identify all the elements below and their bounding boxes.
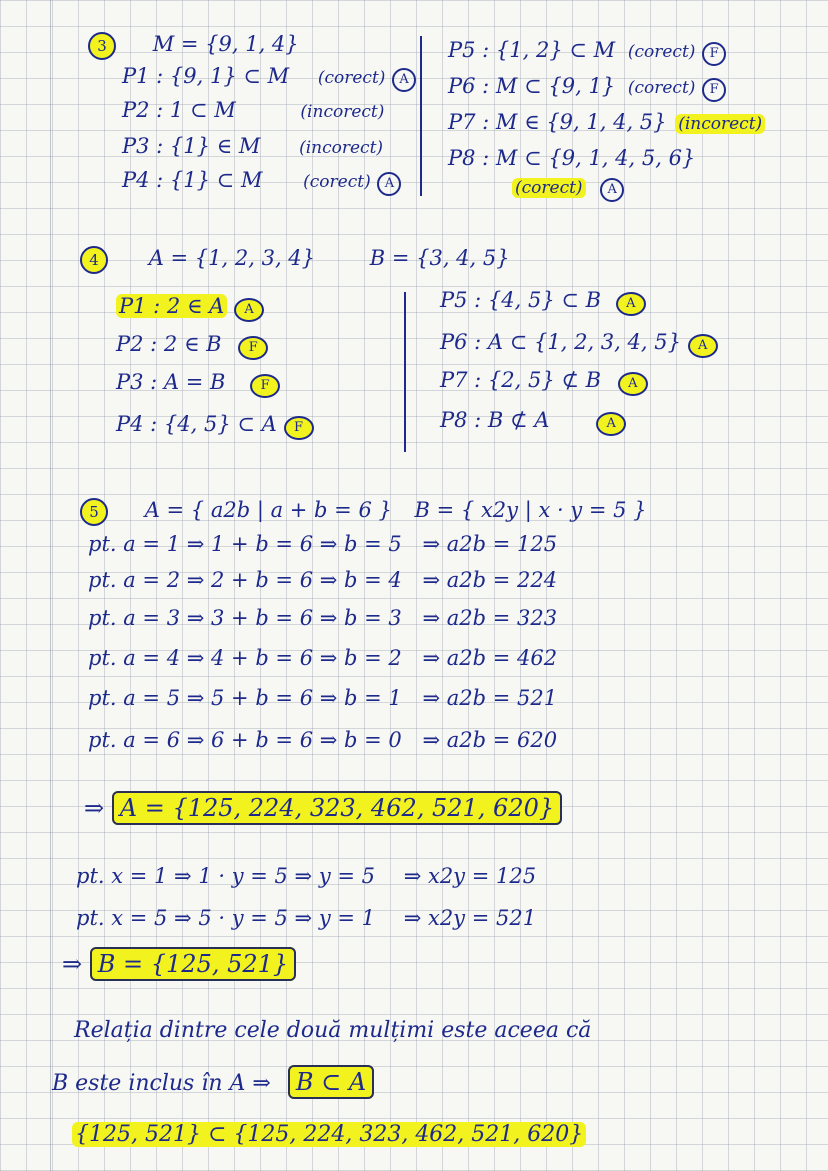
ex3-p5: [448, 40, 726, 66]
ex5-a-row-2-result: ⇒ a2b = 224: [422, 568, 558, 592]
ex5-a-result-line: [84, 796, 562, 820]
ex5-header-a: A = { a2b | a + b = 6 }: [144, 498, 392, 522]
ex3-p3-verdict: (incorect): [299, 138, 384, 158]
ex5-a-row-1: [88, 534, 557, 555]
ex5-b-result-line: [62, 952, 296, 976]
ex5-a-row-3-case: pt. a = 3 ⇒ 3 + b = 6 ⇒ b = 3: [88, 606, 402, 630]
ex4-p3-label: P3 : A = B: [116, 370, 226, 394]
ex3-p3: [122, 136, 383, 157]
ex4-p8-mark: A: [596, 412, 626, 436]
ex3-p4-mark: A: [377, 172, 401, 196]
ex5-header: [80, 498, 647, 526]
ex4-set-a: A = {1, 2, 3, 4}: [148, 246, 316, 270]
ex4-p4-label: P4 : {4, 5} ⊂ A: [116, 412, 277, 436]
ex4-header: [80, 246, 510, 274]
ex4-p8: [440, 410, 626, 436]
implies-arrow: ⇒: [62, 950, 83, 978]
ex3-p2-verdict: (incorect): [300, 102, 385, 122]
ex4-p7-mark: A: [618, 372, 648, 396]
ex4-p5-label: P5 : {4, 5} ⊂ B: [440, 288, 602, 312]
ex3-set-def: M = {9, 1, 4}: [152, 32, 299, 56]
ex4-p6: [440, 332, 718, 358]
ex3-p8-mark: A: [600, 178, 624, 202]
ex3-p1-mark: A: [392, 68, 416, 92]
ex4-p4: [116, 414, 314, 440]
ex4-divider: [404, 292, 406, 452]
ex4-set-b: B = {3, 4, 5}: [369, 246, 510, 270]
ex4-p8-label: P8 : B ⊄ A: [440, 408, 550, 432]
ex5-a-row-4-result: ⇒ a2b = 462: [422, 646, 558, 670]
ex5-a-row-5-case: pt. a = 5 ⇒ 5 + b = 6 ⇒ b = 1: [88, 686, 402, 710]
ex3-p2: [122, 100, 384, 121]
ex5-a-row-4: [88, 648, 557, 669]
ex3-p7-verdict: (incorect): [675, 114, 765, 134]
ex5-b-result: B = {125, 521}: [90, 947, 296, 981]
ex5-a-row-4-case: pt. a = 4 ⇒ 4 + b = 6 ⇒ b = 2: [88, 646, 402, 670]
ex4-p3-mark: F: [250, 374, 280, 398]
ex3-p6-verdict: (corect): [627, 78, 696, 98]
ex5-relation-result: B ⊂ A: [288, 1065, 374, 1099]
ex3-p5-mark: F: [702, 42, 726, 66]
ex4-p7-label: P7 : {2, 5} ⊄ B: [440, 368, 602, 392]
ex5-b-row-2-result: ⇒ x2y = 521: [403, 906, 537, 930]
ex5-final-inclusion: {125, 521} ⊂ {125, 224, 323, 462, 521, 620}: [72, 1122, 586, 1147]
ex4-p1-mark: A: [234, 298, 264, 322]
ex3-p3-label: P3 : {1} ∈ M: [122, 134, 261, 158]
ex3-p5-label: P5 : {1, 2} ⊂ M: [448, 38, 616, 62]
ex5-relation-text-2: B este inclus în A ⇒: [52, 1071, 271, 1096]
ex5-a-row-1-case: pt. a = 1 ⇒ 1 + b = 6 ⇒ b = 5: [88, 532, 402, 556]
ex5-header-b: B = { x2y | x · y = 5 }: [414, 498, 647, 522]
ex3-p8-verdict: (corect): [512, 178, 586, 198]
ex4-p6-mark: A: [688, 334, 718, 358]
ex3-p1-label: P1 : {9, 1} ⊂ M: [122, 64, 290, 88]
ex5-a-result: A = {125, 224, 323, 462, 521, 620}: [112, 791, 562, 825]
ex4-p3: [116, 372, 280, 398]
ex5-b-row-1: [76, 866, 536, 887]
ex3-p8-result: [512, 176, 624, 202]
ex3-p2-label: P2 : 1 ⊂ M: [122, 98, 236, 122]
ex5-b-row-2-case: pt. x = 5 ⇒ 5 · y = 5 ⇒ y = 1: [76, 906, 376, 930]
ex3-p8-label: P8 : M ⊂ {9, 1, 4, 5, 6}: [448, 146, 696, 170]
ex5-a-row-6-case: pt. a = 6 ⇒ 6 + b = 6 ⇒ b = 0: [88, 728, 402, 752]
ex3-number-badge: 3: [88, 32, 116, 60]
ex4-p6-label: P6 : A ⊂ {1, 2, 3, 4, 5}: [440, 330, 681, 354]
ex5-b-row-2: [76, 908, 536, 929]
ex5-a-row-5: [88, 688, 557, 709]
ex3-header: [88, 32, 299, 60]
ex3-p4-label: P4 : {1} ⊂ M: [122, 168, 263, 192]
ex4-p7: [440, 370, 648, 396]
ex4-p2-label: P2 : 2 ∈ B: [116, 332, 222, 356]
ex5-a-row-2: [88, 570, 557, 591]
ex4-p4-mark: F: [284, 416, 314, 440]
ex4-p5: [440, 290, 646, 316]
ex5-a-row-2-case: pt. a = 2 ⇒ 2 + b = 6 ⇒ b = 4: [88, 568, 402, 592]
margin-line: [50, 0, 51, 1171]
ex3-p7: [448, 112, 765, 133]
ex3-p5-verdict: (corect): [627, 42, 696, 62]
ex4-p1-label: P1 : 2 ∈ A: [116, 294, 227, 318]
ex3-p6-label: P6 : M ⊂ {9, 1}: [448, 74, 616, 98]
ex4-p2: [116, 334, 268, 360]
ex5-a-row-1-result: ⇒ a2b = 125: [422, 532, 558, 556]
ex5-a-row-6-result: ⇒ a2b = 620: [422, 728, 558, 752]
ex5-relation-text-1: Relația dintre cele două mulțimi este aceea că: [74, 1018, 592, 1043]
ex3-p4-verdict: (corect): [303, 172, 371, 192]
ex5-b-row-1-result: ⇒ x2y = 125: [403, 864, 537, 888]
ex3-p1: [122, 66, 416, 92]
ex3-p6-mark: F: [702, 78, 726, 102]
ex5-a-row-3-result: ⇒ a2b = 323: [422, 606, 558, 630]
ex3-p1-verdict: (corect): [317, 68, 386, 88]
ex4-p2-mark: F: [238, 336, 268, 360]
ex4-p1: [116, 296, 264, 322]
ex5-a-row-3: [88, 608, 557, 629]
ex5-final-line: [72, 1124, 586, 1146]
ex3-p8: [448, 148, 695, 169]
ex5-a-row-6: [88, 730, 557, 751]
implies-arrow: ⇒: [84, 794, 105, 822]
ex3-p4: [122, 170, 401, 196]
ex3-p6: [448, 76, 726, 102]
ex4-number-badge: 4: [80, 246, 108, 274]
ex5-number-badge: 5: [80, 498, 108, 526]
ex5-relation-line: [52, 1070, 374, 1095]
ex3-divider: [420, 36, 422, 196]
ex5-b-row-1-case: pt. x = 1 ⇒ 1 · y = 5 ⇒ y = 5: [76, 864, 376, 888]
ex4-p5-mark: A: [616, 292, 646, 316]
ex5-a-row-5-result: ⇒ a2b = 521: [422, 686, 558, 710]
ex3-p7-label: P7 : M ∈ {9, 1, 4, 5}: [448, 110, 667, 134]
